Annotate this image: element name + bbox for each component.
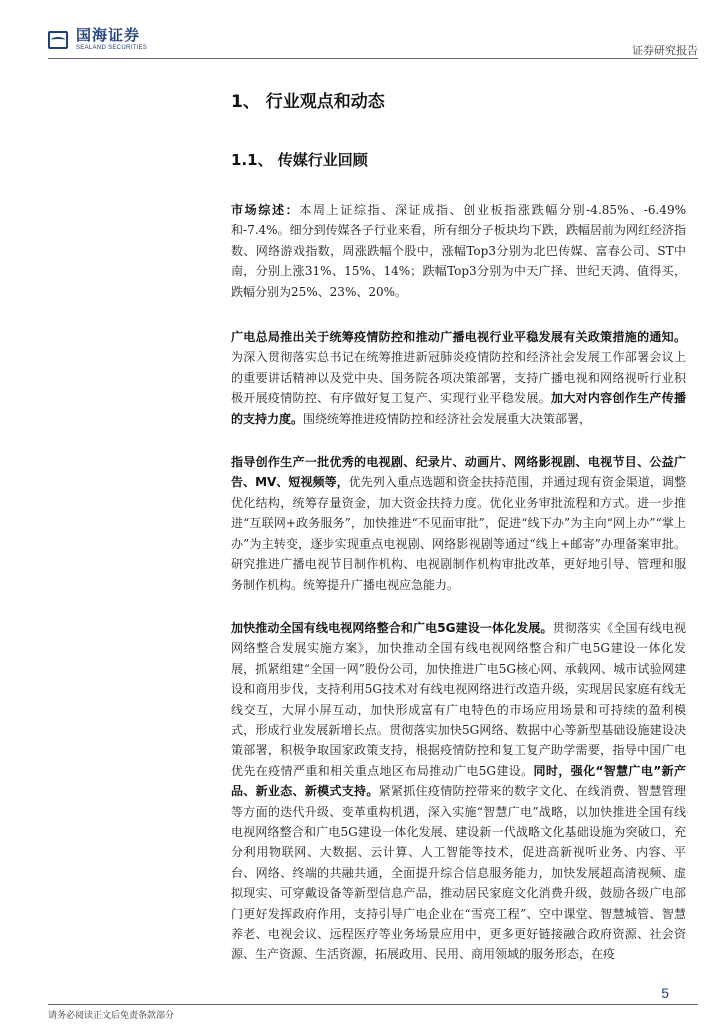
header-divider xyxy=(48,58,698,59)
page-number: 5 xyxy=(661,985,669,1001)
main-content xyxy=(231,88,686,965)
footer-divider xyxy=(48,1004,698,1005)
paragraph-body: 优先列入重点选题和资金扶持范围，并通过现有资金渠道，调整优化结构，统筹存量资金，加大资金扶持力度。优化业务审批流程和方式。进一步推进“互联网+政务服务”，加快推进“不见面审批”，促进“线下办”为主向“网上办”“掌上办”为主转变，逐步实现重点电视剧、网络影视剧等通过“线上+邮寄”办理备案审批。研究推进广播电视节目制作机构、电视剧制作机构审批改革，更好地引导、管理和服务制作机构。统筹提升广播电视应急能力。 xyxy=(231,475,686,592)
paragraph-body: 贯彻落实《全国有线电视网络整合发展实施方案》，加快推动全国有线电视网络整合和广电5G建设一体化发展，抓紧组建“全国一网”股份公司，加快推进广电5G核心网、承载网、城市试验网建设和商用步伐，支持利用5G技术对有线电视网络进行改造升级，实现居民家庭有线无线交互，大屏小屏互动，加快形成富有广电特色的市场应用场景和可持续的盈利模式，形成行业发展新增长点。贯彻落实加快5G网络、数据中心等新型基础设施建设决策部署，积极争取国家政策支持，根据疫情防控和复工复产助学需要，指导中国广电优先在疫情严重和相关重点地区布局推动广电5G建设。 xyxy=(231,620,686,778)
page-header xyxy=(0,0,724,62)
logo-chinese-name: 国海证券 xyxy=(76,26,141,44)
disclaimer-note: 请务必阅读正文后免责条款部分 xyxy=(48,1011,175,1021)
sealand-logo-icon xyxy=(48,29,70,51)
paragraph-body: 本周上证综指、深证成指、创业板指涨跌幅分别-4.85%、-6.49%和-7.4%。细分到传媒各子行业来看，所有细分子板块均下跌，跌幅居前为网红经济指数、网络游戏指数，周涨跌幅个股中，涨幅Top3分别为北巴传媒、富春公司、ST中南，分别上涨31%、15%、14%；跌幅Top3分别为中天广择、世纪天鸿、值得买，跌幅分别为25%、23%、20%。 xyxy=(231,203,686,299)
paragraph-body-continued: 紧紧抓住疫情防控带来的数字文化、在线消费、智慧管理等方面的迭代升级、变革重构机遇，深入实施“智慧广电”战略，以加快推进全国有线电视网络整合和广电5G建设一体化发展、建设新一代战略文化基础设施为突破口，充分利用物联网、大数据、云计算、人工智能等技术，促进高新视听业务、内容、平台、网络、终端的共融共通，全面提升综合信息服务能力，加快发展超高清视频、虚拟现实、可穿戴设备等新型信息产品，推动居民家庭文化消费升级，鼓励各级广电部门更好发挥政府作用，支持引导广电企业在“雪亮工程”、空中课堂、智慧城管、智慧养老、电视会议、远程医疗等业务场景应用中，更多更好链接融合政府资源、社会资源、生产资源、生活资源，拓展政用、民用、商用领域的服务形态，在疫 xyxy=(231,784,686,962)
paragraph-policy-notice xyxy=(231,327,686,429)
paragraph-emphasis: 加大对内容创作生产传播的支持力度。 xyxy=(231,391,686,426)
paragraph-lead: 加快推动全国有线电视网络整合和广电5G建设一体化发展。 xyxy=(231,620,553,635)
report-type-label: 证券研究报告 xyxy=(632,44,698,57)
logo-english-name: SEALAND SECURITIES xyxy=(76,45,148,51)
paragraph-lead: 市场综述： xyxy=(231,203,300,217)
paragraph-emphasis: 同时，强化“智慧广电”新产品、新业态、新模式支持。 xyxy=(231,763,686,799)
paragraph-body-continued: 围绕统筹推进疫情防控和经济社会发展重大决策部署， xyxy=(303,411,592,426)
section-heading: 1、 行业观点和动态 xyxy=(231,92,385,112)
subsection-heading: 1.1、 传媒行业回顾 xyxy=(231,151,368,169)
paragraph-lead: 指导创作生产一批优秀的电视剧、纪录片、动画片、网络影视剧、电视节目、公益广告、MV、短视频等， xyxy=(231,455,686,490)
paragraph-lead: 广电总局推出关于统筹疫情防控和推动广播电视行业平稳发展有关政策措施的通知。 xyxy=(231,330,686,345)
paragraph-content-creation xyxy=(231,452,686,595)
paragraph-cable-5g xyxy=(231,618,686,965)
paragraph-body: 为深入贯彻落实总书记在统筹推进新冠肺炎疫情防控和经济社会发展工作部署会议上的重要讲话精神以及党中央、国务院各项决策部署，支持广播电视和网络视听行业积极开展疫情防控、有序做好复工复产、实现行业平稳发展。 xyxy=(231,350,686,406)
company-logo xyxy=(48,28,147,51)
paragraph-market-summary xyxy=(231,200,686,302)
